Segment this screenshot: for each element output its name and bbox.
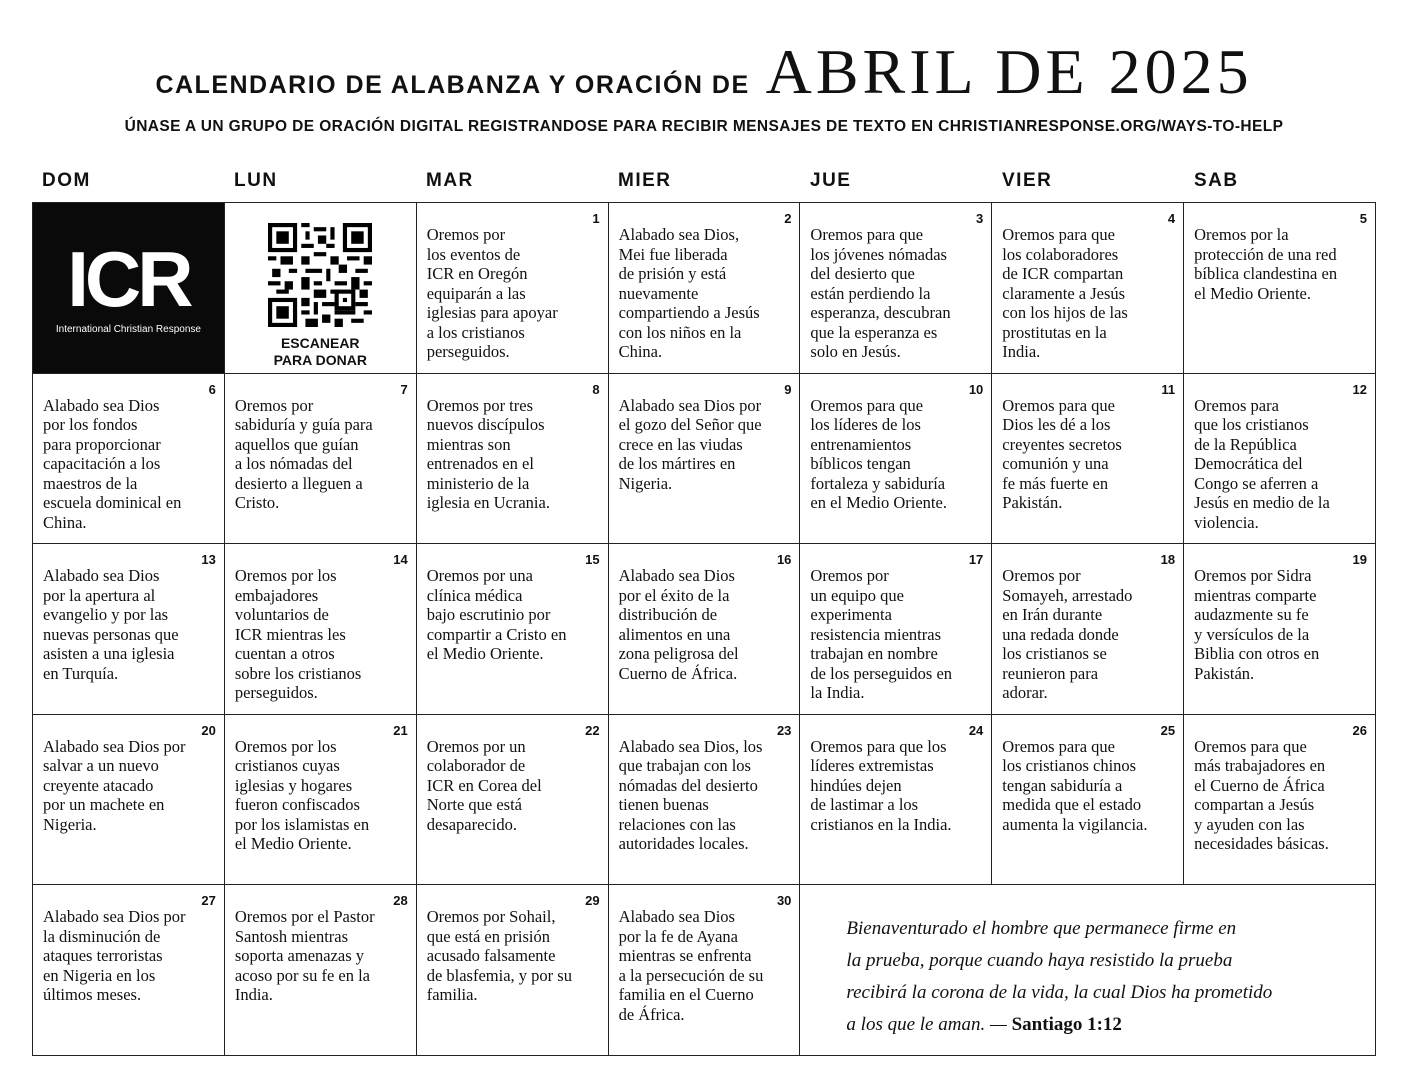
day-cell (992, 544, 1184, 715)
prayer-text: Oremos por una clínica médica bajo escrutinio por compartir a Cristo en el Medio Oriente. (426, 566, 567, 664)
prayer-text: Alabado sea Dios por el gozo del Señor que crece en las viudas de los mártires en Nigeria. (618, 395, 762, 493)
day-number: 7 (400, 381, 408, 397)
weekday-label: LUN (234, 170, 278, 191)
day-cell (33, 374, 225, 545)
day-cell (800, 544, 992, 715)
day-number: 8 (592, 381, 600, 397)
day-cell (33, 715, 225, 886)
day-number: 13 (201, 552, 216, 568)
prayer-text: Oremos por los eventos de ICR en Oregón equiparán a las iglesias para apoyar a los cristianos perseguidos. (426, 225, 558, 361)
day-cell (992, 374, 1184, 545)
day-number: 11 (1161, 381, 1176, 397)
day-number: 23 (776, 722, 792, 738)
prayer-text: Alabado sea Dios por los fondos para proporcionar capacitación a los maestros de la escuela dominical en China. (43, 395, 182, 532)
qr-label-line2: PARA DONAR (273, 352, 367, 368)
day-number: 29 (585, 893, 600, 909)
title-prefix: CALENDARIO DE ALABANZA Y ORACIÓN DE (155, 71, 750, 99)
day-number: 20 (201, 722, 216, 738)
day-cell (609, 203, 801, 374)
prayer-text: Alabado sea Dios por salvar a un nuevo creyente atacado por un machete en Nigeria. (43, 736, 186, 834)
day-cell (225, 885, 417, 1056)
weekday-label: JUE (810, 170, 852, 191)
day-cell (1184, 715, 1376, 886)
prayer-text: Oremos por sabiduría y guía para aquellos que guían a los nómadas del desierto a lleguen a Cristo. (234, 395, 373, 513)
weekday-label: MAR (426, 170, 474, 191)
day-cell (225, 715, 417, 886)
day-number: 28 (393, 893, 408, 909)
day-number: 14 (393, 552, 408, 568)
day-cell (417, 885, 609, 1056)
weekday-label: MIER (618, 170, 672, 191)
prayer-text: Alabado sea Dios por la apertura al evangelio y por las nuevas personas que asisten a una iglesia en Turquía. (43, 566, 179, 683)
day-number: 18 (1160, 552, 1176, 568)
title-month: ABRIL DE 2025 (765, 36, 1253, 107)
day-number: 19 (1352, 552, 1367, 568)
day-cell (417, 203, 609, 374)
quote-block (846, 913, 1335, 1041)
qr-label (274, 335, 367, 369)
day-cell (800, 715, 992, 886)
subtitle: ÚNASE A UN GRUPO DE ORACIÓN DIGITAL REGISTRANDOSE PARA RECIBIR MENSAJES DE TEXTO EN CHRISTIANRESPONSE.ORG/WAYS-TO-HELP (124, 118, 1284, 135)
calendar-grid (32, 202, 1376, 1056)
prayer-text: Alabado sea Dios por la disminución de ataques terroristas en Nigeria en los últimos meses. (43, 907, 186, 1005)
quote-reference: Santiago 1:12 (1011, 1014, 1122, 1036)
prayer-text: Oremos por Sidra mientras comparte audazmente su fe y versículos de la Biblia con otros en Pakistán. (1194, 566, 1320, 683)
day-cell (800, 374, 992, 545)
day-cell (1184, 544, 1376, 715)
day-number: 30 (776, 893, 792, 909)
prayer-text: Oremos por Somayeh, arrestado en Irán durante una redada donde los cristianos se reunieron para adorar. (1002, 566, 1133, 703)
weekday-label: DOM (42, 170, 91, 191)
day-cell (609, 374, 801, 545)
title-row (0, 36, 1408, 107)
prayer-text: Oremos por el Pastor Santosh mientras soporta amenazas y acoso por su fe en la India. (234, 907, 375, 1005)
prayer-text: Oremos por los embajadores voluntarios de ICR mientras les cuentan a otros sobre los cristianos perseguidos. (234, 566, 362, 703)
scripture-quote (800, 885, 1376, 1056)
logo-mark: ICR (67, 235, 190, 324)
day-number: 16 (776, 552, 792, 568)
day-number: 22 (585, 722, 600, 738)
day-cell (609, 544, 801, 715)
prayer-text: Oremos para que los líderes de los entrenamientos bíblicos tengan fortaleza y sabiduría en el Medio Oriente. (810, 395, 947, 513)
day-number: 21 (393, 722, 408, 738)
day-cell (992, 203, 1184, 374)
prayer-text: Oremos para que los líderes extremistas hindúes dejen de lastimar a los cristianos en la India. (810, 736, 952, 834)
prayer-text: Oremos por los cristianos cuyas iglesias y hogares fueron confiscados por los islamistas en el Medio Oriente. (234, 736, 370, 854)
day-number: 4 (1167, 211, 1176, 226)
prayer-text: Oremos para que los cristianos chinos tengan sabiduría a medida que el estado aumenta la vigilancia. (1002, 736, 1148, 834)
weekday-label: SAB (1194, 170, 1239, 191)
prayer-text: Oremos por un equipo que experimenta resistencia mientras trabajan en nombre de los perseguidos en la India. (810, 566, 953, 703)
day-number: 25 (1160, 722, 1176, 738)
day-cell (992, 715, 1184, 886)
prayer-text: Alabado sea Dios, los que trabajan con los nómadas del desierto tienen buenas relaciones con las autoridades locales. (618, 736, 763, 854)
icr-logo (33, 203, 225, 374)
prayer-text: Oremos para que más trabajadores en el Cuerno de África compartan a Jesús y ayuden con las necesidades básicas. (1194, 736, 1329, 854)
day-cell (800, 203, 992, 374)
prayer-text: Oremos por Sohail, que está en prisión acusado falsamente de blasfemia, y por su familia. (426, 907, 572, 1005)
day-number: 27 (201, 893, 216, 909)
qr-code-icon[interactable] (268, 223, 372, 327)
prayer-text: Alabado sea Dios por el éxito de la distribución de alimentos en una zona peligrosa del Cuerno de África. (618, 566, 739, 683)
weekday-header (32, 170, 1376, 192)
day-cell (1184, 203, 1376, 374)
day-number: 12 (1352, 381, 1367, 397)
prayer-text: Oremos por la protección de una red bíblica clandestina en el Medio Oriente. (1194, 225, 1338, 303)
qr-donate[interactable] (225, 203, 417, 374)
day-cell (417, 715, 609, 886)
prayer-text: Oremos para que los jóvenes nómadas del desierto que están perdiendo la esperanza, descubran que la esperanza es solo en Jesús. (810, 225, 951, 361)
day-number: 1 (592, 211, 600, 226)
page-header (0, 36, 1408, 136)
day-number: 2 (784, 211, 792, 226)
logo-name: International Christian Response (55, 324, 201, 336)
day-cell (225, 544, 417, 715)
day-number: 9 (784, 381, 792, 397)
day-number: 17 (968, 552, 984, 568)
quote-text: Bienaventurado el hombre que permanece firme en la prueba, porque cuando haya resistido la prueba recibirá la corona de la vida, la cual Dios ha prometido a los que le aman. — (846, 918, 1273, 1036)
prayer-text: Oremos para que los colaboradores de ICR compartan claramente a Jesús con los hijos de las prostitutas en la India. (1002, 225, 1128, 361)
weekday-label: VIER (1002, 170, 1053, 191)
prayer-text: Oremos para que los cristianos de la República Democrática del Congo se aferren a Jesús en medio de la violencia. (1194, 395, 1330, 532)
day-number: 5 (1359, 211, 1367, 226)
prayer-text: Oremos por un colaborador de ICR en Corea del Norte que está desaparecido. (426, 736, 542, 834)
day-number: 24 (968, 722, 984, 738)
day-cell (33, 885, 225, 1056)
prayer-text: Alabado sea Dios, Mei fue liberada de prisión y está nuevamente compartiendo a Jesús con los niños en la China. (618, 225, 760, 361)
day-cell (1184, 374, 1376, 545)
prayer-text: Oremos por tres nuevos discípulos mientras son entrenados en el ministerio de la iglesia en Ucrania. (426, 395, 550, 513)
day-cell (33, 544, 225, 715)
qr-label-line1: ESCANEAR (280, 335, 360, 351)
day-cell (417, 374, 609, 545)
day-number: 26 (1352, 722, 1367, 738)
day-number: 10 (968, 381, 984, 397)
day-cell (609, 885, 801, 1056)
prayer-text: Oremos para que Dios les dé a los creyentes secretos comunión y una fe más fuerte en Pakistán. (1002, 395, 1122, 513)
day-cell (417, 544, 609, 715)
day-cell (225, 374, 417, 545)
prayer-text: Alabado sea Dios por la fe de Ayana mientras se enfrenta a la persecución de su familia en el Cuerno de África. (618, 907, 764, 1024)
day-number: 6 (208, 381, 216, 397)
day-number: 15 (585, 552, 600, 568)
day-cell (609, 715, 801, 886)
day-number: 3 (976, 211, 984, 226)
